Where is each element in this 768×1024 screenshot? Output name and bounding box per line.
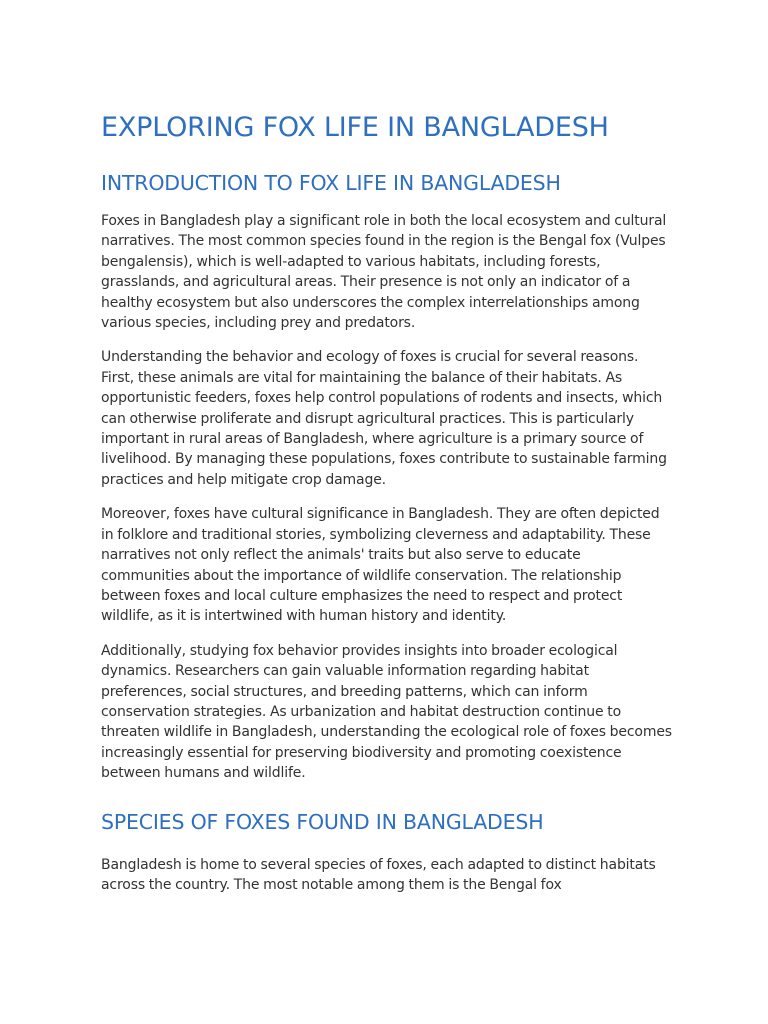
paragraph-introduction-3: Moreover, foxes have cultural significance in Bangladesh. They are often depicted in folklore and traditional stories, symbolizing cleverness and adaptability. These narratives not only reflect the animals' traits but also serve to educate communities about the importance of wildlife conservation. The relationship between foxes and local culture emphasizes the need to respect and protect wildlife, as it is intertwined with human history and identity. — [101, 506, 660, 625]
paragraph-introduction-2: Understanding the behavior and ecology of foxes is crucial for several reasons. First, these animals are vital for maintaining the balance of their habitats. As opportunistic feeders, foxes help control populations of rodents and insects, which can otherwise proliferate and disrupt agricultural practices. This is particularly important in rural areas of Bangladesh, where agriculture is a primary source of livelihood. By managing these populations, foxes contribute to sustainable farming practices and help mitigate crop damage. — [101, 349, 667, 488]
paragraph-introduction-4: Additionally, studying fox behavior provides insights into broader ecological dynamics. Researchers can gain valuable information regarding habitat preferences, social structures, and breeding patterns, which can inform conservation strategies. As urbanization and habitat destruction continue to threaten wildlife in Bangladesh, understanding the ecological role of foxes becomes increasingly essential for preserving biodiversity and promoting coexistence between humans and wildlife. — [101, 642, 672, 782]
section-heading-introduction: INTRODUCTION TO FOX LIFE IN BANGLADESH — [101, 171, 561, 195]
paragraph-introduction-1: Foxes in Bangladesh play a significant role in both the local ecosystem and cultural narratives. The most common species found in the region is the Bengal fox (Vulpes bengalensis), which is well-adapted to various habitats, including forests, grasslands, and agricultural areas. Their presence is not only an indicator of a healthy ecosystem but also underscores the complex interrelationships among various species, including prey and predators. — [101, 213, 667, 332]
section-heading-species: SPECIES OF FOXES FOUND IN BANGLADESH — [101, 809, 544, 834]
document-title: EXPLORING FOX LIFE IN BANGLADESH — [101, 112, 609, 143]
document-page — [101, 108, 673, 895]
paragraph-species-1: Bangladesh is home to several species of foxes, each adapted to distinct habitats across the country. The most notable among them is the Bengal fox — [101, 856, 656, 893]
